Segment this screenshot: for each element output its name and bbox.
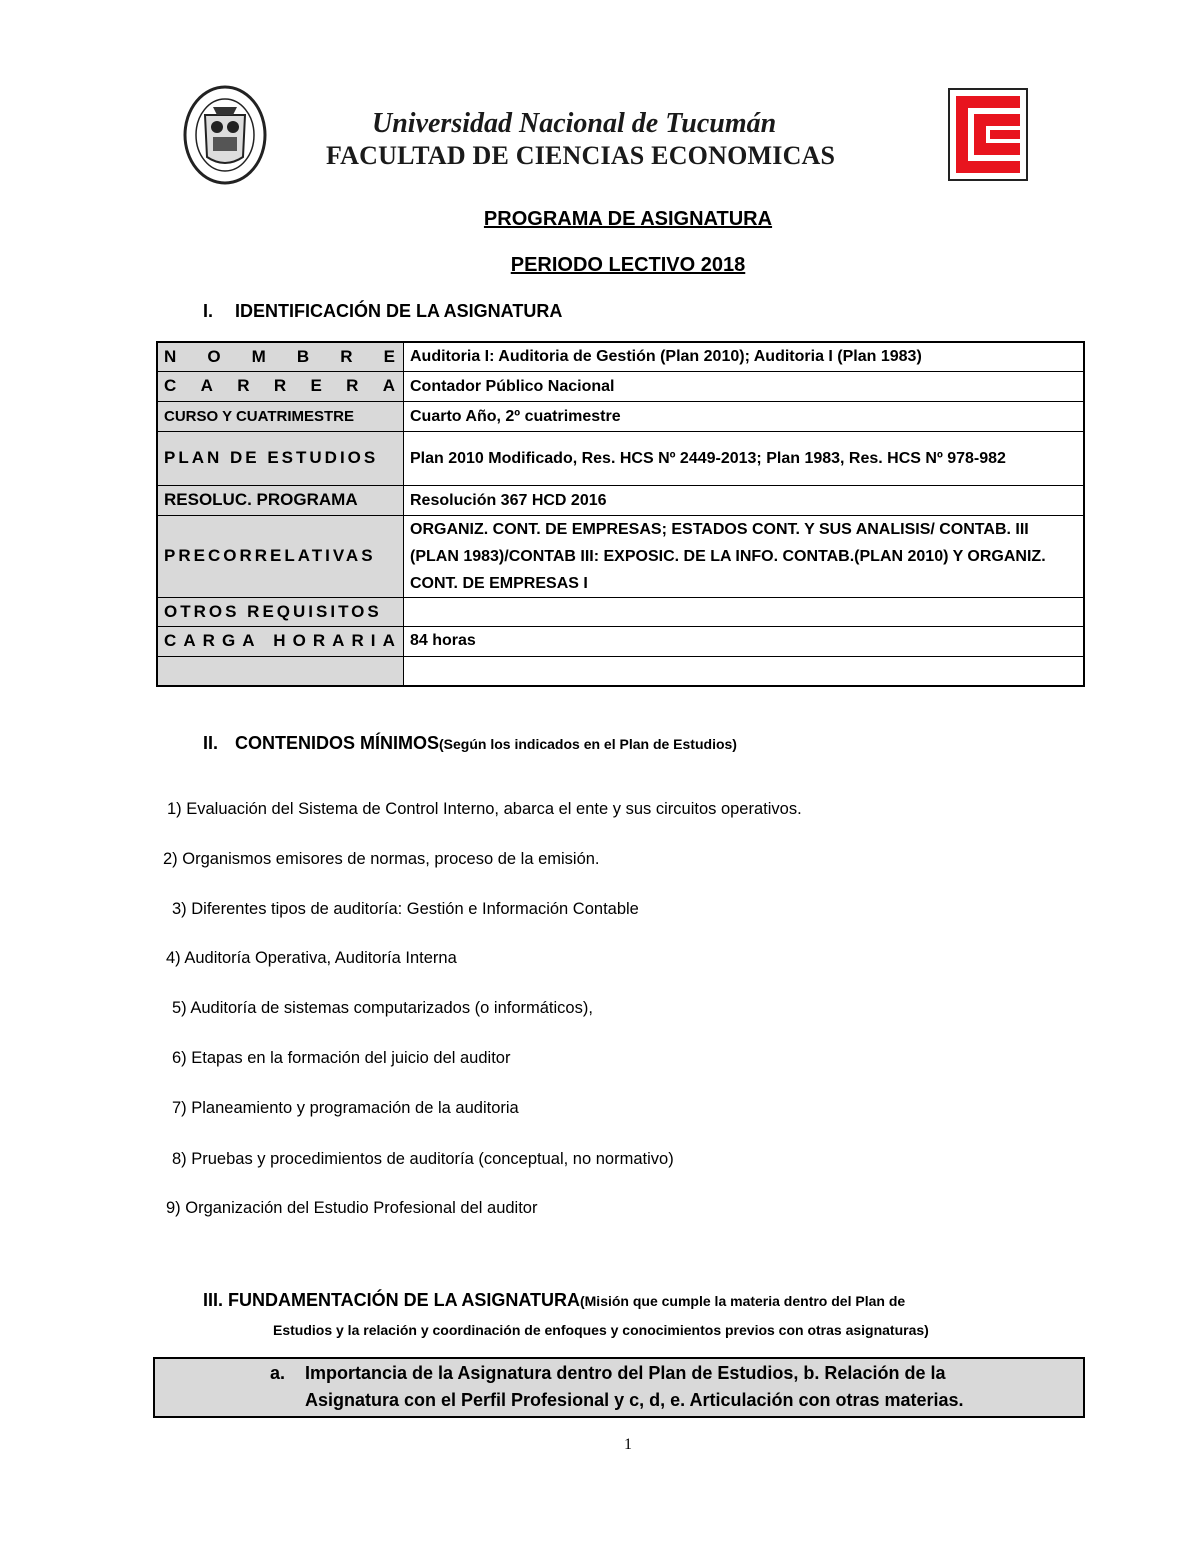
box-line-2: Asignatura con el Perfil Profesional y c, d, e. Articulación con otras materias. xyxy=(305,1390,964,1410)
faculty-name: FACULTAD DE CIENCIAS ECONOMICAS xyxy=(326,141,836,170)
row-value: 84 horas xyxy=(404,626,1085,656)
label-carga-horaria: C A R G A H O R A R I A xyxy=(164,631,395,650)
list-item: 4) Auditoría Operativa, Auditoría Interna xyxy=(166,949,457,967)
row-value: Contador Público Nacional xyxy=(404,371,1085,401)
label-nombre: N O M B R E xyxy=(164,346,395,366)
section-number: II. xyxy=(203,733,219,753)
university-name: Universidad Nacional de Tucumán xyxy=(372,108,777,139)
row-value: Plan 2010 Modificado, Res. HCS Nº 2449-2013; Plan 1983, Res. HCS Nº 978-982 xyxy=(404,431,1085,485)
box-letter: a. xyxy=(270,1363,286,1383)
fundamentacion-box xyxy=(153,1357,1085,1418)
table-row xyxy=(157,371,1084,401)
row-label xyxy=(157,342,404,371)
list-item: 5) Auditoría de sistemas computarizados (o informáticos), xyxy=(172,999,593,1017)
table-row xyxy=(157,401,1084,431)
section-2-heading xyxy=(203,733,737,754)
program-title: PROGRAMA DE ASIGNATURA xyxy=(483,208,773,230)
table-row xyxy=(157,515,1084,597)
table-row xyxy=(157,597,1084,626)
row-label xyxy=(157,371,404,401)
row-label: OTROS REQUISITOS xyxy=(157,597,404,626)
period-title: PERIODO LECTIVO 2018 xyxy=(510,254,746,276)
row-label xyxy=(157,626,404,656)
faculty-logo-icon xyxy=(948,88,1028,181)
row-value xyxy=(404,597,1085,626)
row-value xyxy=(404,656,1085,686)
identification-table xyxy=(156,341,1085,687)
section-title: CONTENIDOS MÍNIMOS xyxy=(235,733,440,753)
table-row xyxy=(157,342,1084,371)
list-item: 1) Evaluación del Sistema de Control Interno, abarca el ente y sus circuitos operativos. xyxy=(167,800,802,818)
section-number: I. xyxy=(203,301,214,321)
row-value: Auditoria I: Auditoria de Gestión (Plan 2010); Auditoria I (Plan 1983) xyxy=(404,342,1085,371)
page-number: 1 xyxy=(624,1436,632,1453)
table-row xyxy=(157,656,1084,686)
row-label xyxy=(157,656,404,686)
section-note: (Según los indicados en el Plan de Estudios) xyxy=(439,736,737,752)
list-item: 3) Diferentes tipos de auditoría: Gestión e Información Contable xyxy=(172,900,639,918)
list-item: 6) Etapas en la formación del juicio del auditor xyxy=(172,1049,511,1067)
table-row xyxy=(157,485,1084,515)
list-item: 9) Organización del Estudio Profesional del auditor xyxy=(166,1199,538,1217)
label-carrera: C A R R E R A xyxy=(164,376,395,395)
table-row xyxy=(157,626,1084,656)
table-row xyxy=(157,431,1084,485)
row-label: PLAN DE ESTUDIOS xyxy=(157,431,404,485)
section-title: III. FUNDAMENTACIÓN DE LA ASIGNATURA xyxy=(203,1290,580,1310)
list-item: 2) Organismos emisores de normas, proceso de la emisión. xyxy=(163,850,600,868)
section-3-heading xyxy=(203,1290,905,1311)
list-item: 8) Pruebas y procedimientos de auditoría (conceptual, no normativo) xyxy=(172,1150,674,1168)
section-note: (Misión que cumple la materia dentro del Plan de xyxy=(579,1293,906,1309)
section-title: IDENTIFICACIÓN DE LA ASIGNATURA xyxy=(235,301,563,321)
box-text: Importancia de la Asignatura dentro del Plan de Estudios, b. Relación de la xyxy=(305,1363,946,1383)
section-3-note-continued: Estudios y la relación y coordinación de enfoques y conocimientos previos con otras asignaturas) xyxy=(273,1322,929,1338)
row-label: RESOLUC. PROGRAMA xyxy=(157,485,404,515)
box-line-1 xyxy=(270,1363,945,1384)
university-seal-icon xyxy=(183,85,267,185)
row-value: Cuarto Año, 2º cuatrimestre xyxy=(404,401,1085,431)
row-value: ORGANIZ. CONT. DE EMPRESAS; ESTADOS CONT. Y SUS ANALISIS/ CONTAB. III (PLAN 1983)/CONTAB III: EXPOSIC. DE LA INFO. CONTAB.(PLAN 2010) Y ORGANIZ. CONT. DE EMPRESAS I xyxy=(404,515,1085,597)
row-label: CURSO Y CUATRIMESTRE xyxy=(157,401,404,431)
list-item: 7) Planeamiento y programación de la auditoria xyxy=(172,1099,519,1117)
row-value: Resolución 367 HCD 2016 xyxy=(404,485,1085,515)
section-1-heading xyxy=(203,301,562,322)
row-label: PRECORRELATIVAS xyxy=(157,515,404,597)
